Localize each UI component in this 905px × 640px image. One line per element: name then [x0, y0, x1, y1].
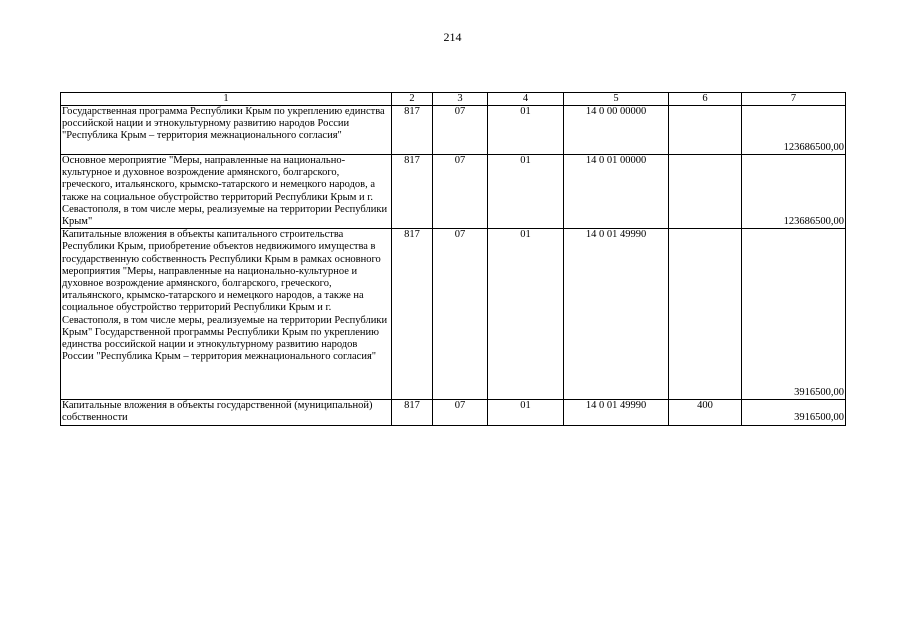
header-cell: 7	[742, 93, 846, 106]
table-row	[61, 400, 846, 425]
table-header-row	[61, 93, 846, 106]
subsection-cell: 01	[488, 106, 564, 155]
amount-cell: 3916500,00	[742, 229, 846, 400]
subsection-cell: 01	[488, 400, 564, 425]
header-cell: 1	[61, 93, 392, 106]
header-cell: 3	[433, 93, 488, 106]
table-row	[61, 155, 846, 229]
row-name-cell: Капитальные вложения в объекты капитального строительства Республики Крым, приобретение объектов недвижимого имущества в государственную собственность Республики Крым в рамках основного мероприятия "Меры, направленные на национально-культурное и духовное возрождение армянского, болгарского, греческого, итальянского, крымско-татарского и немецкого народов, а также на социальное обустройство территорий Республики Крым и г. Севастополя, в том числе меры, реализуемые на территории Республики Крым" Государственной программы Республики Крым по укреплению единства российской нации и этнокультурному развитию народов России "Республика Крым – территория межнационального согласия"	[61, 229, 392, 400]
expense-type-cell	[669, 229, 742, 400]
target-article-cell: 14 0 00 00000	[564, 106, 669, 155]
amount-cell: 3916500,00	[742, 400, 846, 425]
subsection-cell: 01	[488, 229, 564, 400]
amount-cell: 123686500,00	[742, 155, 846, 229]
admin-code-cell: 817	[392, 229, 433, 400]
target-article-cell: 14 0 01 49990	[564, 400, 669, 425]
target-article-cell: 14 0 01 49990	[564, 229, 669, 400]
header-cell: 5	[564, 93, 669, 106]
row-name-cell: Государственная программа Республики Крым по укреплению единства российской нации и этнокультурному развитию народов России "Республика Крым – территория межнационального согласия"	[61, 106, 392, 155]
section-cell: 07	[433, 155, 488, 229]
header-cell: 6	[669, 93, 742, 106]
table-row	[61, 106, 846, 155]
header-cell: 4	[488, 93, 564, 106]
budget-table	[60, 92, 846, 426]
expense-type-cell	[669, 106, 742, 155]
subsection-cell: 01	[488, 155, 564, 229]
page-number: 214	[443, 30, 462, 44]
admin-code-cell: 817	[392, 400, 433, 425]
row-name-cell: Основное мероприятие "Меры, направленные на национально-культурное и духовное возрождение армянского, болгарского, греческого, итальянского, крымско-татарского и немецкого народов, а также на социальное обустройство территорий Республики Крым и г. Севастополя, в том числе меры, реализуемые на территории Республики Крым"	[61, 155, 392, 229]
section-cell: 07	[433, 229, 488, 400]
section-cell: 07	[433, 106, 488, 155]
expense-type-cell	[669, 155, 742, 229]
section-cell: 07	[433, 400, 488, 425]
header-cell: 2	[392, 93, 433, 106]
amount-cell: 123686500,00	[742, 106, 846, 155]
target-article-cell: 14 0 01 00000	[564, 155, 669, 229]
admin-code-cell: 817	[392, 155, 433, 229]
expense-type-cell: 400	[669, 400, 742, 425]
row-name-cell: Капитальные вложения в объекты государственной (муниципальной) собственности	[61, 400, 392, 425]
table-row	[61, 229, 846, 400]
admin-code-cell: 817	[392, 106, 433, 155]
